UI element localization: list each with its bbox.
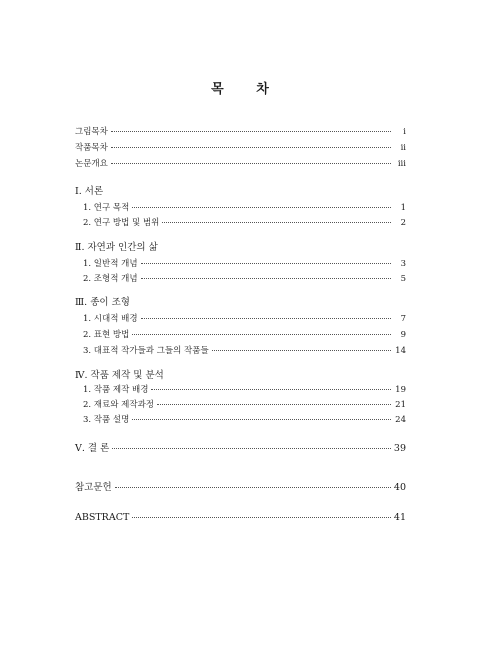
toc-entry	[83, 399, 406, 411]
toc-entry	[83, 313, 406, 325]
chapter-heading: Ⅱ. 자연과 인간의 삶	[75, 242, 158, 253]
toc-entry-figures	[75, 126, 406, 138]
toc-entry-page: 41	[393, 512, 406, 523]
page-title: 목 차	[211, 82, 283, 97]
dot-leader	[115, 487, 391, 488]
toc-entry-page: 2	[400, 218, 406, 228]
toc-entry-label: ABSTRACT	[75, 512, 130, 523]
toc-entry-page: iii	[397, 159, 406, 169]
toc-entry-page: 39	[393, 443, 406, 454]
dot-leader	[132, 517, 391, 518]
toc-entry-label: 참고문헌	[75, 482, 112, 493]
dot-leader	[111, 131, 391, 132]
toc-entry-label: 3. 작품 설명	[83, 415, 130, 425]
toc-entry-page: 1	[400, 203, 406, 213]
dot-leader	[141, 278, 391, 279]
toc-entry-page: 24	[395, 415, 406, 425]
toc-entry	[83, 258, 406, 270]
toc-entry-label: 1. 작품 제작 배경	[83, 385, 149, 395]
toc-entry	[83, 217, 406, 229]
dot-leader	[212, 350, 391, 351]
toc-entry-label: 1. 일반적 개념	[83, 259, 138, 269]
toc-entry-label: 작품목차	[75, 143, 108, 153]
chapter-heading: Ⅲ. 종이 조형	[75, 297, 130, 308]
toc-entry	[83, 384, 406, 396]
toc-entry-label: 2. 조형적 개념	[83, 274, 138, 284]
toc-entry-label: 2. 연구 방법 및 범위	[83, 218, 160, 228]
dot-leader	[141, 263, 391, 264]
toc-entry-label: 3. 대표적 작가들과 그들의 작품들	[83, 346, 209, 356]
dot-leader	[132, 334, 391, 335]
dot-leader	[151, 389, 391, 390]
dot-leader	[162, 222, 391, 223]
toc-entry-label: Ⅴ. 결 론	[75, 443, 110, 454]
dot-leader	[112, 448, 391, 449]
toc-entry-page: 9	[400, 330, 406, 340]
toc-entry	[83, 329, 406, 341]
chapter-heading: Ⅰ. 서론	[75, 186, 104, 197]
dot-leader	[157, 404, 391, 405]
dot-leader	[132, 207, 391, 208]
toc-entry-abstract-kr	[75, 158, 406, 170]
toc-entry-page: 14	[395, 346, 406, 356]
toc-entry-page: 19	[395, 385, 406, 395]
toc-entry-references	[75, 482, 406, 494]
toc-entry-conclusion	[75, 443, 406, 455]
toc-entry-works	[75, 142, 406, 154]
chapter-heading: Ⅳ. 작품 제작 및 분석	[75, 370, 164, 381]
toc-entry-page: ii	[400, 143, 406, 153]
toc-entry-label: 그림목차	[75, 127, 108, 137]
toc-entry	[83, 414, 406, 426]
toc-entry-page: 21	[395, 400, 406, 410]
toc-entry-page: i	[403, 127, 406, 137]
dot-leader	[132, 419, 391, 420]
dot-leader	[111, 147, 391, 148]
toc-entry-page: 3	[400, 259, 406, 269]
toc-entry	[83, 345, 406, 357]
toc-entry	[83, 273, 406, 285]
toc-entry-label: 논문개요	[75, 159, 108, 169]
toc-entry-page: 40	[393, 482, 406, 493]
toc-entry-page: 5	[400, 274, 406, 284]
dot-leader	[111, 163, 391, 164]
toc-entry-label: 2. 표현 방법	[83, 330, 130, 340]
dot-leader	[141, 318, 391, 319]
toc-entry-label: 1. 시대적 배경	[83, 314, 138, 324]
toc-entry-label: 1. 연구 목적	[83, 203, 130, 213]
toc-entry-abstract	[75, 512, 406, 524]
toc-entry-page: 7	[400, 314, 406, 324]
toc-entry-label: 2. 재료와 제작과정	[83, 400, 154, 410]
toc-entry	[83, 202, 406, 214]
